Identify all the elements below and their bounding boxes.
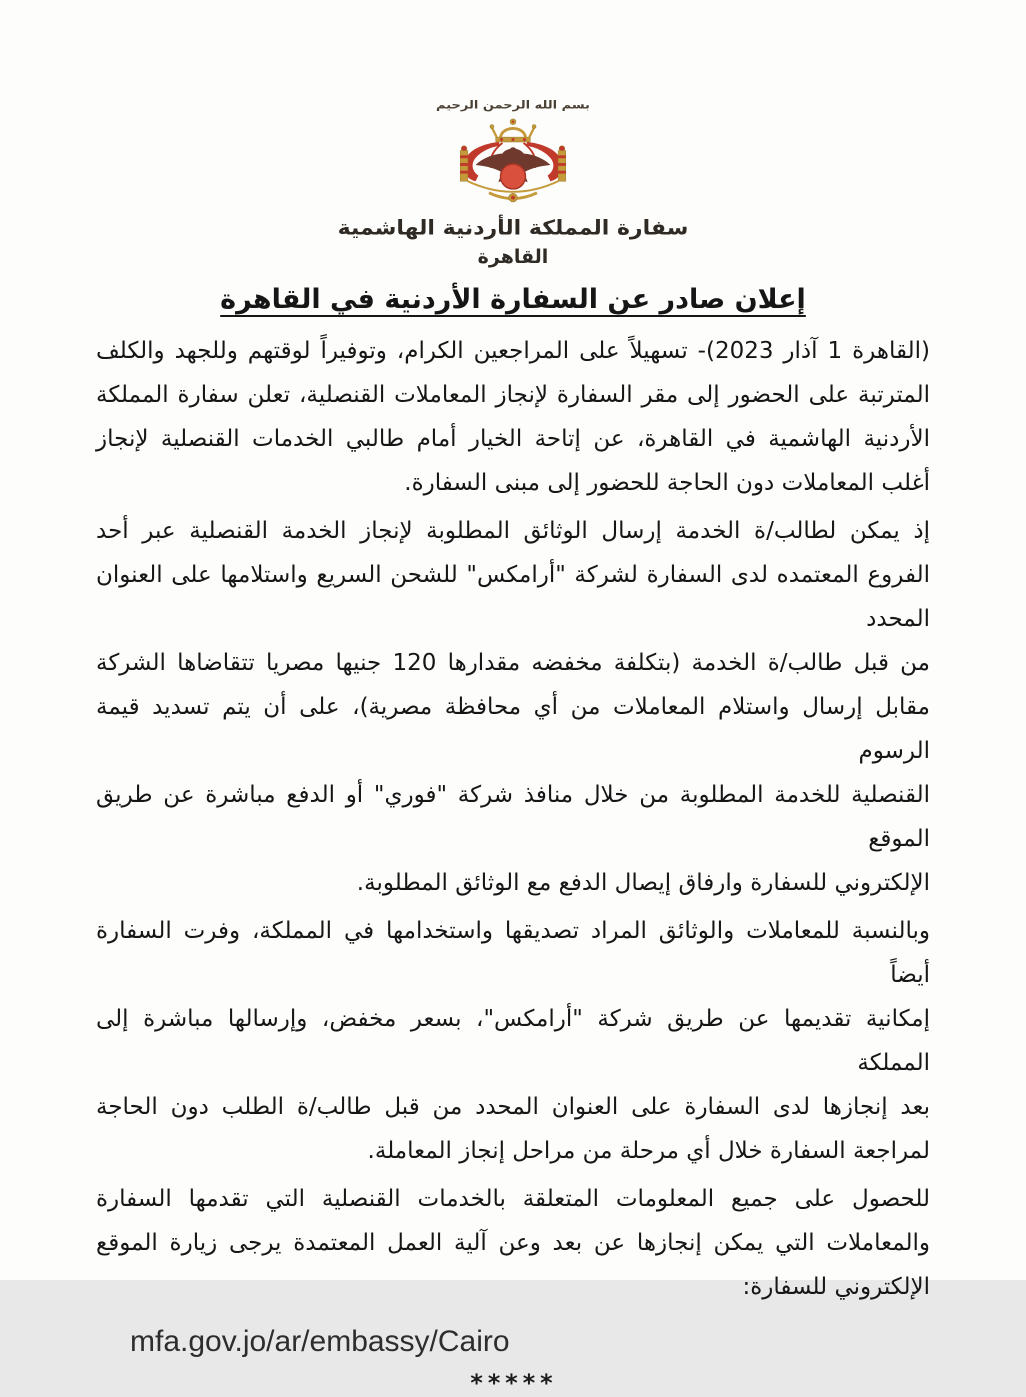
text-line: والمعاملات التي يمكن إنجازها عن بعد وعن آلية العمل المعتمدة يرجى زيارة الموقع <box>96 1230 930 1256</box>
text-line: الأردنية الهاشمية في القاهرة، عن إتاحة الخيار أمام طالبي الخدمات القنصلية لإنجاز <box>96 426 930 452</box>
announcement-body <box>96 329 930 1309</box>
text-line: إمكانية تقديمها عن طريق شركة "أرامكس"، بسعر مخفض، وإرسالها مباشرة إلى المملكة <box>96 1006 930 1076</box>
announcement-title: إعلان صادر عن السفارة الأردنية في القاهرة <box>220 284 806 315</box>
text-line: (القاهرة 1 آذار 2023)- تسهيلاً على المراجعين الكرام، وتوفيراً لوقتهم وللجهد والكلف <box>96 338 930 364</box>
paragraph-3 <box>96 909 930 1173</box>
jordan-coat-of-arms-icon <box>438 116 588 212</box>
text-line: أغلب المعاملات دون الحاجة للحضور إلى مبنى السفارة. <box>404 470 930 496</box>
text-line: للحصول على جميع المعلومات المتعلقة بالخدمات القنصلية التي تقدمها السفارة <box>96 1186 930 1212</box>
wreath-medal <box>489 193 537 202</box>
end-marker: ***** <box>469 1369 557 1397</box>
text-line: مقابل إرسال واستلام المعاملات من أي محافظة مصرية)، على أن يتم تسديد قيمة الرسوم <box>96 694 930 764</box>
website-url: mfa.gov.jo/ar/embassy/Cairo <box>130 1325 510 1358</box>
text-line: الإلكتروني للسفارة وارفاق إيصال الدفع مع الوثائق المطلوبة. <box>356 870 930 896</box>
embassy-name-calligraphy: سفارة المملكة الأردنية الهاشمية <box>337 217 689 240</box>
paragraph-1 <box>96 329 930 505</box>
text-line: الفروع المعتمده لدى السفارة لشركة "أرامكس" للشحن السريع واستلامها على العنوان المحدد <box>96 562 930 632</box>
text-line: لمراجعة السفارة خلال أي مرحلة من مراحل إنجاز المعاملة. <box>367 1138 930 1164</box>
text-line: بعد إنجازها لدى السفارة على العنوان المحدد من قبل طالب/ة الطلب دون الحاجة <box>96 1094 930 1120</box>
text-line: من قبل طالب/ة الخدمة (بتكلفة مخفضه مقدارها 120 جنيها مصريا تتقاضاها الشركة <box>96 650 930 676</box>
bismillah-calligraphy: بسم الله الرحمن الرحيم <box>436 99 590 112</box>
globe <box>501 164 526 189</box>
crown <box>490 119 536 142</box>
paragraph-2 <box>96 509 930 905</box>
text-line: الإلكتروني للسفارة: <box>742 1274 930 1300</box>
letterhead <box>0 0 1026 268</box>
text-line: القنصلية للخدمة المطلوبة من خلال منافذ شركة "فوري" أو الدفع مباشرة عن طريق الموقع <box>96 782 930 852</box>
text-line: المترتبة على الحضور إلى مقر السفارة لإنجاز المعاملات القنصلية، تعلن سفارة المملكة <box>96 382 930 408</box>
text-line: إذ يمكن لطالب/ة الخدمة إرسال الوثائق المطلوبة لإنجاز الخدمة القنصلية عبر أحد <box>96 518 930 544</box>
paragraph-4 <box>96 1177 930 1309</box>
text-line: وبالنسبة للمعاملات والوثائق المراد تصديقها واستخدامها في المملكة، وفرت السفارة أيضاً <box>96 918 930 988</box>
city-label: القاهرة <box>477 246 549 268</box>
